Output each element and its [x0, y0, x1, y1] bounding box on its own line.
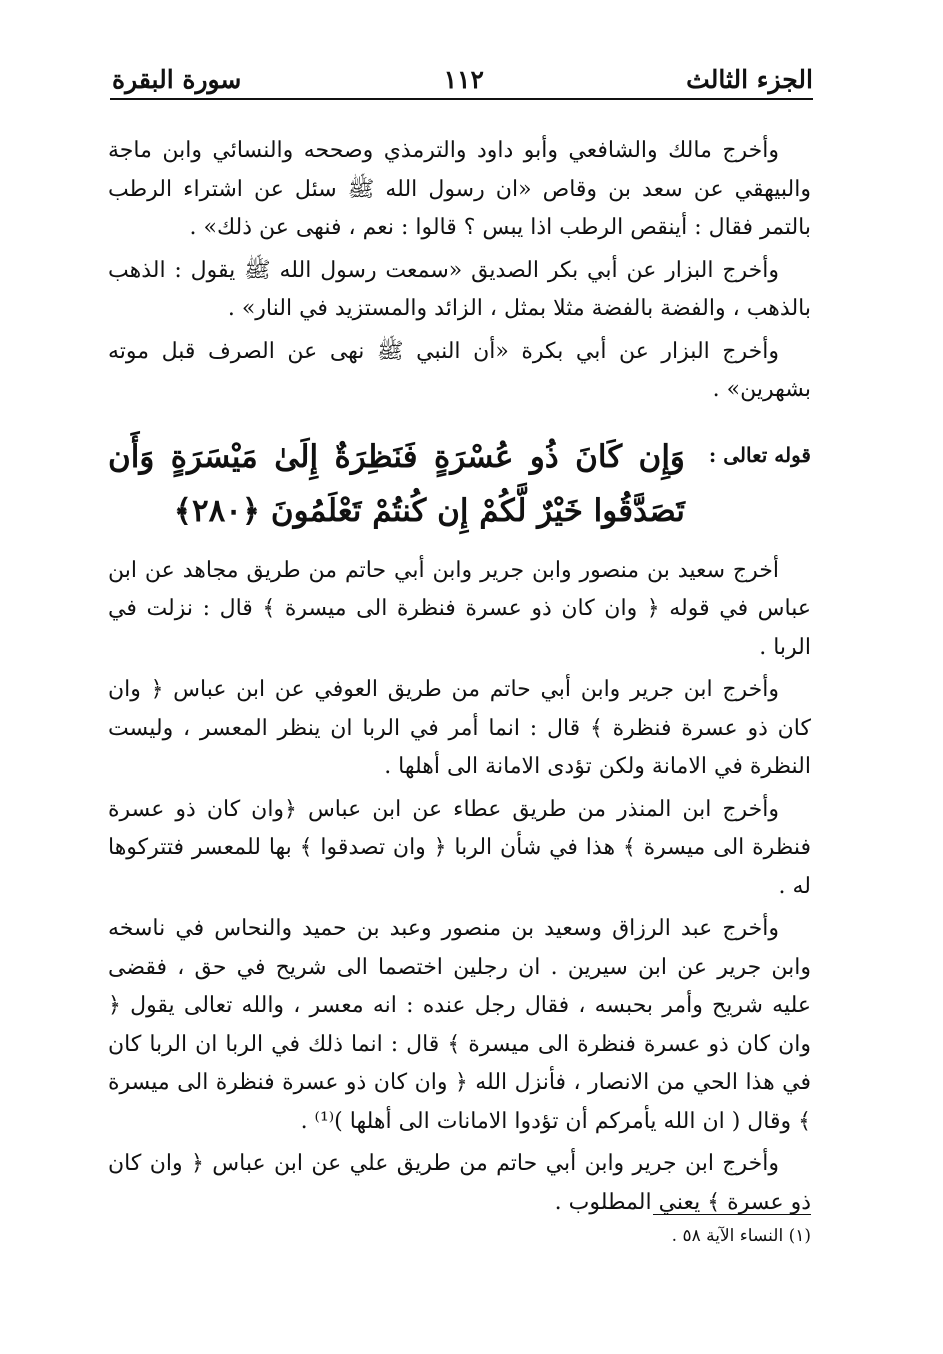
page-body [108, 132, 811, 1226]
commentary-section [108, 552, 811, 1223]
paragraph: وأخرج مالك والشافعي وأبو داود والترمذي وصححه والنسائي وابن ماجة والبيهقي عن سعد بن وقاص «ان رسول الله ﷺ سئل عن اشتراء الرطب بالتمر فقال : أينقص الرطب اذا يبس ؟ قالوا : نعم ، فنهى عن ذلك» . [108, 138, 811, 240]
paragraph: وأخرج عبد الرزاق وسعيد بن منصور وعبد بن حميد والنحاس في ناسخه وابن جرير عن ابن سيرين . ان رجلين اختصما الى شريح في حق ، فقضى عليه شريح وأمر بحبسه ، فقال رجل عنده : انه معسر ، والله تعالى يقول ﴿ وان كان ذو عسرة فنظرة الى ميسرة ﴾ قال : انما ذلك في الربا ان الربا كان في هذا الحي من الانصار ، فأنزل الله ﴿ وان كان ذو عسرة فنظرة الى ميسرة ﴾ وقال ( ان الله يأمركم أن تؤدوا الامانات الى أهلها )⁽¹⁾ . [108, 916, 811, 1134]
quran-verse-block [108, 430, 811, 538]
header-divider [110, 98, 813, 100]
page-header [112, 52, 813, 94]
verse-intro: قوله تعالى : [708, 442, 811, 467]
paragraph: وأخرج البزار عن أبي بكرة «أن النبي ﷺ نهى عن الصرف قبل موته بشهرين» . [108, 338, 811, 402]
paragraph: وأخرج ابن جرير وابن أبي حاتم من طريق العوفي عن ابن عباس ﴿ وان كان ذو عسرة فنظرة ﴾ قال : انما أمر في الربا ان ينظر المعسر ، وليست النظرة في الامانة ولكن تؤدى الامانة الى أهلها . [108, 677, 811, 779]
paragraph: وأخرج البزار عن أبي بكر الصديق «سمعت رسول الله ﷺ يقول : الذهب بالذهب ، والفضة بالفضة مثلا بمثل ، الزائد والمستزيد في النار» . [108, 257, 811, 321]
paragraph: أخرج سعيد بن منصور وابن جرير وابن أبي حاتم من طريق مجاهد عن ابن عباس في قوله ﴿ وان كان ذو عسرة فنظرة الى ميسرة ﴾ قال : نزلت في الربا . [108, 557, 811, 660]
verse-text: وَإِن كَانَ ذُو عُسْرَةٍ فَنَظِرَةٌ إِلَىٰ مَيْسَرَةٍ وَأَن تَصَدَّقُوا خَيْرٌ لَّكُمْ إِن كُنتُمْ تَعْلَمُونَ ﴿٢٨٠﴾ [108, 438, 685, 529]
part-title: الجزء الثالث [686, 65, 813, 94]
paragraph: وأخرج ابن المنذر من طريق عطاء عن ابن عباس ﴿وان كان ذو عسرة فنظرة الى ميسرة ﴾ هذا في شأن الربا ﴿ وان تصدقوا ﴾ بها للمعسر فتتركوها له . [108, 796, 811, 899]
page-number: ١١٢ [443, 65, 484, 94]
footnote: (١) النساء الآية ٥٨ . [671, 1226, 811, 1246]
footnote-divider [653, 1214, 811, 1215]
paragraph: وأخرج ابن جرير وابن أبي حاتم من طريق علي عن ابن عباس ﴿ وان كان ذو عسرة ﴾ يعني المطلوب . [108, 1151, 811, 1215]
surah-title: سورة البقرة [112, 65, 242, 94]
